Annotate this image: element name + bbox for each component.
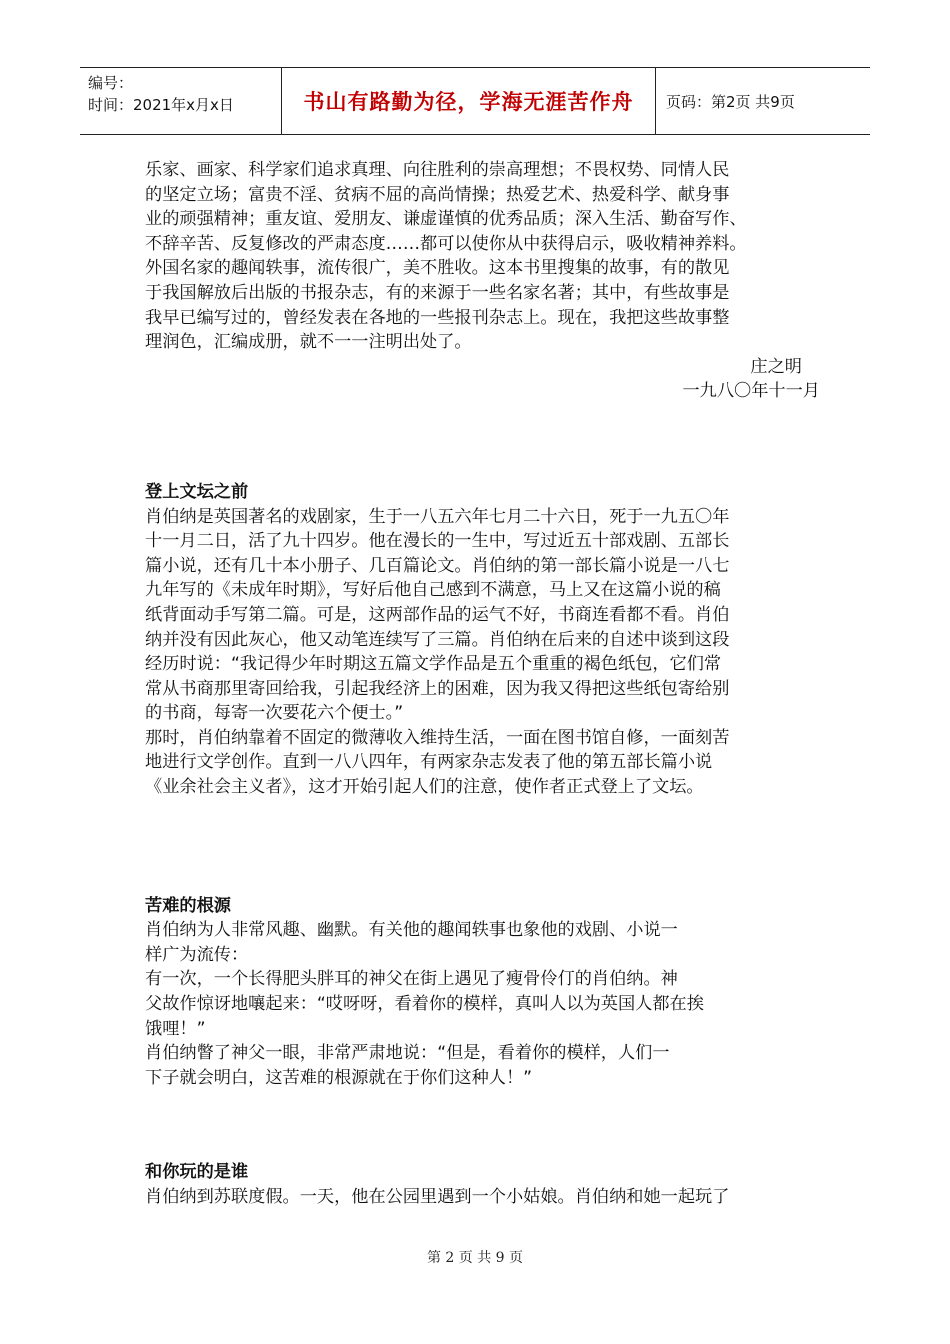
section-root-of-suffering (145, 894, 820, 1091)
author-signature: 庄之明 (750, 356, 802, 377)
motto: 书山有路勤为径，学海无涯苦作舟 (303, 89, 634, 114)
header-motto-cell (282, 68, 656, 134)
time-label: 时间：2021年x月x日 (88, 96, 234, 114)
document-body (145, 158, 820, 1210)
intro-section (145, 158, 820, 404)
section-title: 苦难的根源 (145, 895, 231, 916)
section-before-literary-world (145, 480, 820, 800)
paragraph-line: 十一月二日，活了九十四岁。他在漫长的一生中，写过近五十部戏剧、五部长 (145, 531, 730, 552)
signature-date: 一九八〇年十一月 (682, 381, 820, 402)
section-title: 登上文坛之前 (145, 481, 249, 502)
paragraph-line: 下子就会明白，这苦难的根源就在于你们这种人！” (145, 1067, 533, 1088)
paragraph-line: 饿哩！” (145, 1018, 206, 1039)
paragraph-line: 外国名家的趣闻轶事，流传很广，美不胜收。这本书里搜集的故事，有的散见 (145, 258, 730, 279)
paragraph-line: 乐家、画家、科学家们追求真理、向往胜利的崇高理想；不畏权势、同情人民 (145, 160, 730, 180)
paragraph-line: 样广为流传： (145, 944, 249, 965)
paragraph-line: 的坚定立场；富贵不淫、贫病不屈的高尚情操；热爱艺术、热爱科学、献身事 (145, 184, 730, 205)
paragraph-line: 《业余社会主义者》，这才开始引起人们的注意，使作者正式登上了文坛。 (145, 777, 704, 798)
paragraph-line: 我早已编写过的，曾经发表在各地的一些报刊杂志上。现在，我把这些故事整 (145, 307, 730, 328)
paragraph-line: 纳并没有因此灰心，他又动笔连续写了三篇。肖伯纳在后来的自述中谈到这段 (145, 629, 730, 650)
paragraph-line: 于我国解放后出版的书报杂志，有的来源于一些名家名著；其中，有些故事是 (145, 282, 730, 303)
paragraph-line: 有一次，一个长得肥头胖耳的神父在街上遇见了瘦骨伶仃的肖伯纳。神 (145, 969, 678, 990)
paragraph-line: 肖伯纳是英国著名的戏剧家，生于一八五六年七月二十六日，死于一九五〇年 (145, 506, 730, 527)
paragraph-line: 父故作惊讶地嚷起来：“哎呀呀，看着你的模样，真叫人以为英国人都在挨 (145, 994, 704, 1015)
section-who-played-with-you (145, 1160, 820, 1209)
paragraph-line: 不辞辛苦、反复修改的严肃态度……都可以使你从中获得启示，吸收精神养料。 (145, 233, 747, 254)
number-label: 编号： (88, 74, 134, 92)
paragraph-line: 常从书商那里寄回给我，引起我经济上的困难，因为我又得把这些纸包寄给别 (145, 678, 730, 699)
paragraph-line: 的书商，每寄一次要花六个便士。” (145, 703, 404, 724)
paragraph-line: 业的顽强精神；重友谊、爱朋友、谦虚谨慎的优秀品质；深入生活、勤奋写作、 (145, 209, 747, 230)
paragraph-line: 篇小说，还有几十本小册子、几百篇论文。肖伯纳的第一部长篇小说是一八七 (145, 555, 730, 576)
page-footer: 第 2 页 共 9 页 (426, 1250, 524, 1266)
header-meta (80, 68, 282, 134)
paragraph-line: 肖伯纳为人非常风趣、幽默。有关他的趣闻轶事也象他的戏剧、小说一 (145, 920, 678, 941)
paragraph-line: 肖伯纳瞥了神父一眼，非常严肃地说：“但是，看着你的模样，人们一 (145, 1043, 670, 1064)
header-page-info-cell (656, 68, 870, 134)
paragraph-line: 肖伯纳到苏联度假。一天，他在公园里遇到一个小姑娘。肖伯纳和她一起玩了 (145, 1187, 730, 1207)
paragraph-line: 经历时说：“我记得少年时期这五篇文学作品是五个重重的褐色纸包，它们常 (145, 654, 722, 675)
paragraph-line: 那时，肖伯纳靠着不固定的微薄收入维持生活，一面在图书馆自修，一面刻苦 (145, 727, 730, 748)
page-info: 页码：第2页 共9页 (666, 92, 795, 111)
paragraph-line: 理润色，汇编成册，就不一一注明出处了。 (145, 332, 472, 353)
paragraph-line: 纸背面动手写第二篇。可是，这两部作品的运气不好，书商连看都不看。肖伯 (145, 604, 730, 625)
section-title: 和你玩的是谁 (145, 1162, 249, 1183)
paragraph-line: 九年写的《未成年时期》，写好后他自己感到不满意，马上又在这篇小说的稿 (145, 580, 721, 601)
page-header (80, 67, 870, 135)
paragraph-line: 地进行文学创作。直到一八八四年，有两家杂志发表了他的第五部长篇小说 (145, 752, 713, 773)
